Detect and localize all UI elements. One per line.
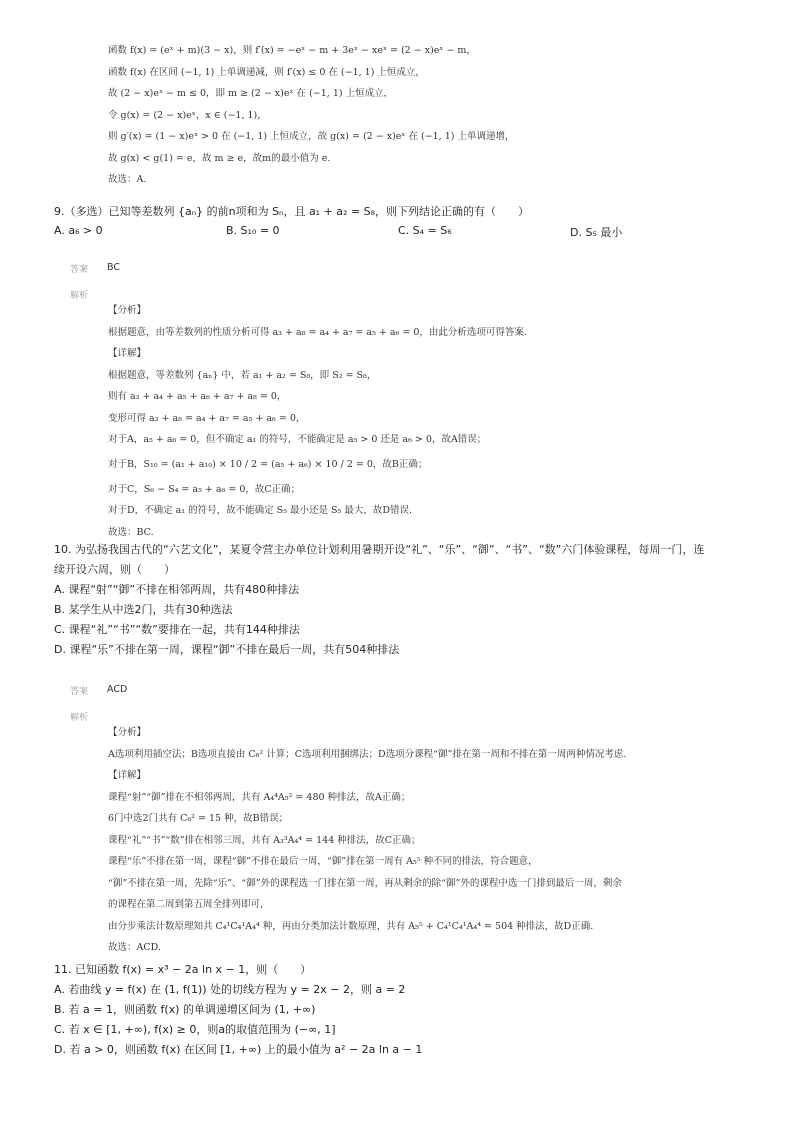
solution-line: 故选：A. <box>108 174 147 185</box>
solution-line: “御”不排在第一周，先除“乐”、“御”外的课程选一门排在第一周，再从剩余的除“御”外的课程中选一门排到最后一周，剩余 <box>108 877 622 889</box>
solution-line: 函数 f(x) = (eˣ + m)(3 − x)，则 f′(x) = −eˣ − m + 3eˣ − xeˣ = (2 − x)eˣ − m， <box>108 45 476 56</box>
question-stem: 11. 已知函数 f(x) = x³ − 2a ln x − 1，则（ ） <box>54 963 312 976</box>
option-b: B. 某学生从中选2门，共有30种选法 <box>54 603 233 616</box>
analysis-label: 解析 <box>70 291 89 301</box>
solution-line: 故选：BC. <box>108 526 154 538</box>
solution-line: 根据题意，等差数列 {aₙ} 中，若 a₁ + a₂ = S₈，即 S₂ = S₈， <box>108 369 377 381</box>
question-9-solution <box>108 300 758 543</box>
solution-line: 令 g(x) = (2 − x)eˣ，x ∈ (−1, 1)， <box>108 109 267 121</box>
analysis-label: 解析 <box>70 713 89 723</box>
solution-line: 则有 a₃ + a₄ + a₅ + a₆ + a₇ + a₈ = 0， <box>108 391 287 402</box>
option-b: B. S₁₀ = 0 <box>226 224 280 237</box>
solution-line: 变形可得 a₃ + a₈ = a₄ + a₇ = a₅ + a₆ = 0， <box>108 412 306 424</box>
solution-line: 故 (2 − x)eˣ − m ≤ 0，即 m ≥ (2 − x)eˣ 在 (−1, 1) 上恒成立， <box>108 88 394 99</box>
option-d: D. 课程“乐”不排在第一周，课程“御”不排在最后一周，共有504种排法 <box>54 643 400 656</box>
question-stem-line-2: 续开设六周，则（ ） <box>54 563 175 576</box>
solution-line: 课程“射”“御”排在不相邻两周，共有 A₄⁴A₅² = 480 种排法，故A正确； <box>108 791 411 803</box>
option-a: A. 课程“射”“御”不排在相邻两周，共有480种排法 <box>54 583 300 596</box>
option-c: C. 若 x ∈ [1, +∞), f(x) ≥ 0，则a的取值范围为 (−∞, 1] <box>54 1023 336 1036</box>
options-row <box>54 224 754 240</box>
question-10 <box>54 540 754 660</box>
question-9 <box>54 202 754 240</box>
option-c: C. S₄ = S₆ <box>398 224 452 237</box>
option-a: A. 若曲线 y = f(x) 在 (1, f(1)) 处的切线方程为 y = 2x − 2，则 a = 2 <box>54 983 406 996</box>
solution-line: 【分析】 <box>108 727 147 738</box>
question-stem: 9.（多选）已知等差数列 {aₙ} 的前n项和为 Sₙ，且 a₁ + a₂ = S₈，则下列结论正确的有（ ） <box>54 205 530 218</box>
solution-line: 【详解】 <box>108 348 147 359</box>
solution-line: 对于B，S₁₀ = (a₁ + a₁₀) × 10 / 2 = (a₅ + a₆) × 10 / 2 = 0，故B正确； <box>108 458 428 470</box>
option-d: D. S₅ 最小 <box>570 226 623 239</box>
solution-line: 的课程在第二周到第五周全排列即可， <box>108 899 270 910</box>
previous-solution <box>108 40 748 191</box>
solution-line: 对于D，不确定 a₁ 的符号，故不能确定 S₅ 最小还是 S₅ 最大，故D错误. <box>108 505 412 516</box>
solution-line: 由分步乘法计数原理知共 C₄¹C₄¹A₄⁴ 种，再由分类加法计数原理，共有 A₅⁵ + C₄¹C₄¹A₄⁴ = 504 种排法，故D正确. <box>108 920 594 932</box>
solution-line: 对于A，a₅ + a₆ = 0，但不确定 a₁ 的符号，不能确定是 a₅ > 0 还是 a₆ > 0，故A错误； <box>108 434 487 445</box>
solution-line: 故选：ACD. <box>108 942 161 953</box>
option-a: A. a₆ > 0 <box>54 224 103 237</box>
answer-value: ACD <box>107 684 128 695</box>
solution-line: 【分析】 <box>108 305 147 316</box>
answer-value: BC <box>107 262 120 273</box>
solution-line: 课程“乐”不排在第一周，课程“御”不排在最后一周，“御”排在第一周有 A₅⁵ 种不同的排法，符合题意， <box>108 856 538 867</box>
solution-line: 故 g(x) < g(1) = e，故 m ≥ e，故m的最小值为 e. <box>108 152 331 164</box>
option-d: D. 若 a > 0，则函数 f(x) 在区间 [1, +∞) 上的最小值为 a² − 2a ln a − 1 <box>54 1043 423 1056</box>
question-10-solution <box>108 722 758 959</box>
answer-label: 答案 <box>70 687 89 697</box>
solution-line: 函数 f(x) 在区间 (−1, 1) 上单调递减，则 f′(x) ≤ 0 在 (−1, 1) 上恒成立， <box>108 66 425 78</box>
solution-line: 6门中选2门共有 C₆² = 15 种，故B错误； <box>108 813 289 824</box>
question-11 <box>54 960 754 1060</box>
solution-line: 【详解】 <box>108 770 147 781</box>
option-c: C. 课程“礼”“书”“数”要排在一起，共有144种排法 <box>54 623 300 636</box>
answer-label: 答案 <box>70 265 89 275</box>
option-b: B. 若 a = 1，则函数 f(x) 的单调递增区间为 (1, +∞) <box>54 1003 316 1016</box>
solution-line: 课程“礼”“书”“数”排在相邻三周，共有 A₃³A₄⁴ = 144 种排法，故C正确； <box>108 834 421 846</box>
solution-line: 对于C，S₆ − S₄ = a₅ + a₆ = 0，故C正确； <box>108 483 301 495</box>
question-stem-line-1: 10. 为弘扬我国古代的“六艺文化”，某夏令营主办单位计划利用暑期开设“礼”、“乐”、“御”、“书”、“数”六门体验课程，每周一门，连 <box>54 543 705 556</box>
solution-line: A选项利用插空法；B选项直接由 C₆² 计算；C选项利用捆绑法；D选项分课程“御”排在第一周和不排在第一周两种情况考虑. <box>108 748 627 760</box>
solution-line: 根据题意，由等差数列的性质分析可得 a₃ + a₈ = a₄ + a₇ = a₅ + a₆ = 0，由此分析选项可得答案. <box>108 326 527 338</box>
solution-line: 则 g′(x) = (1 − x)eˣ > 0 在 (−1, 1) 上恒成立，故 g(x) = (2 − x)eˣ 在 (−1, 1) 上单调递增， <box>108 131 515 142</box>
